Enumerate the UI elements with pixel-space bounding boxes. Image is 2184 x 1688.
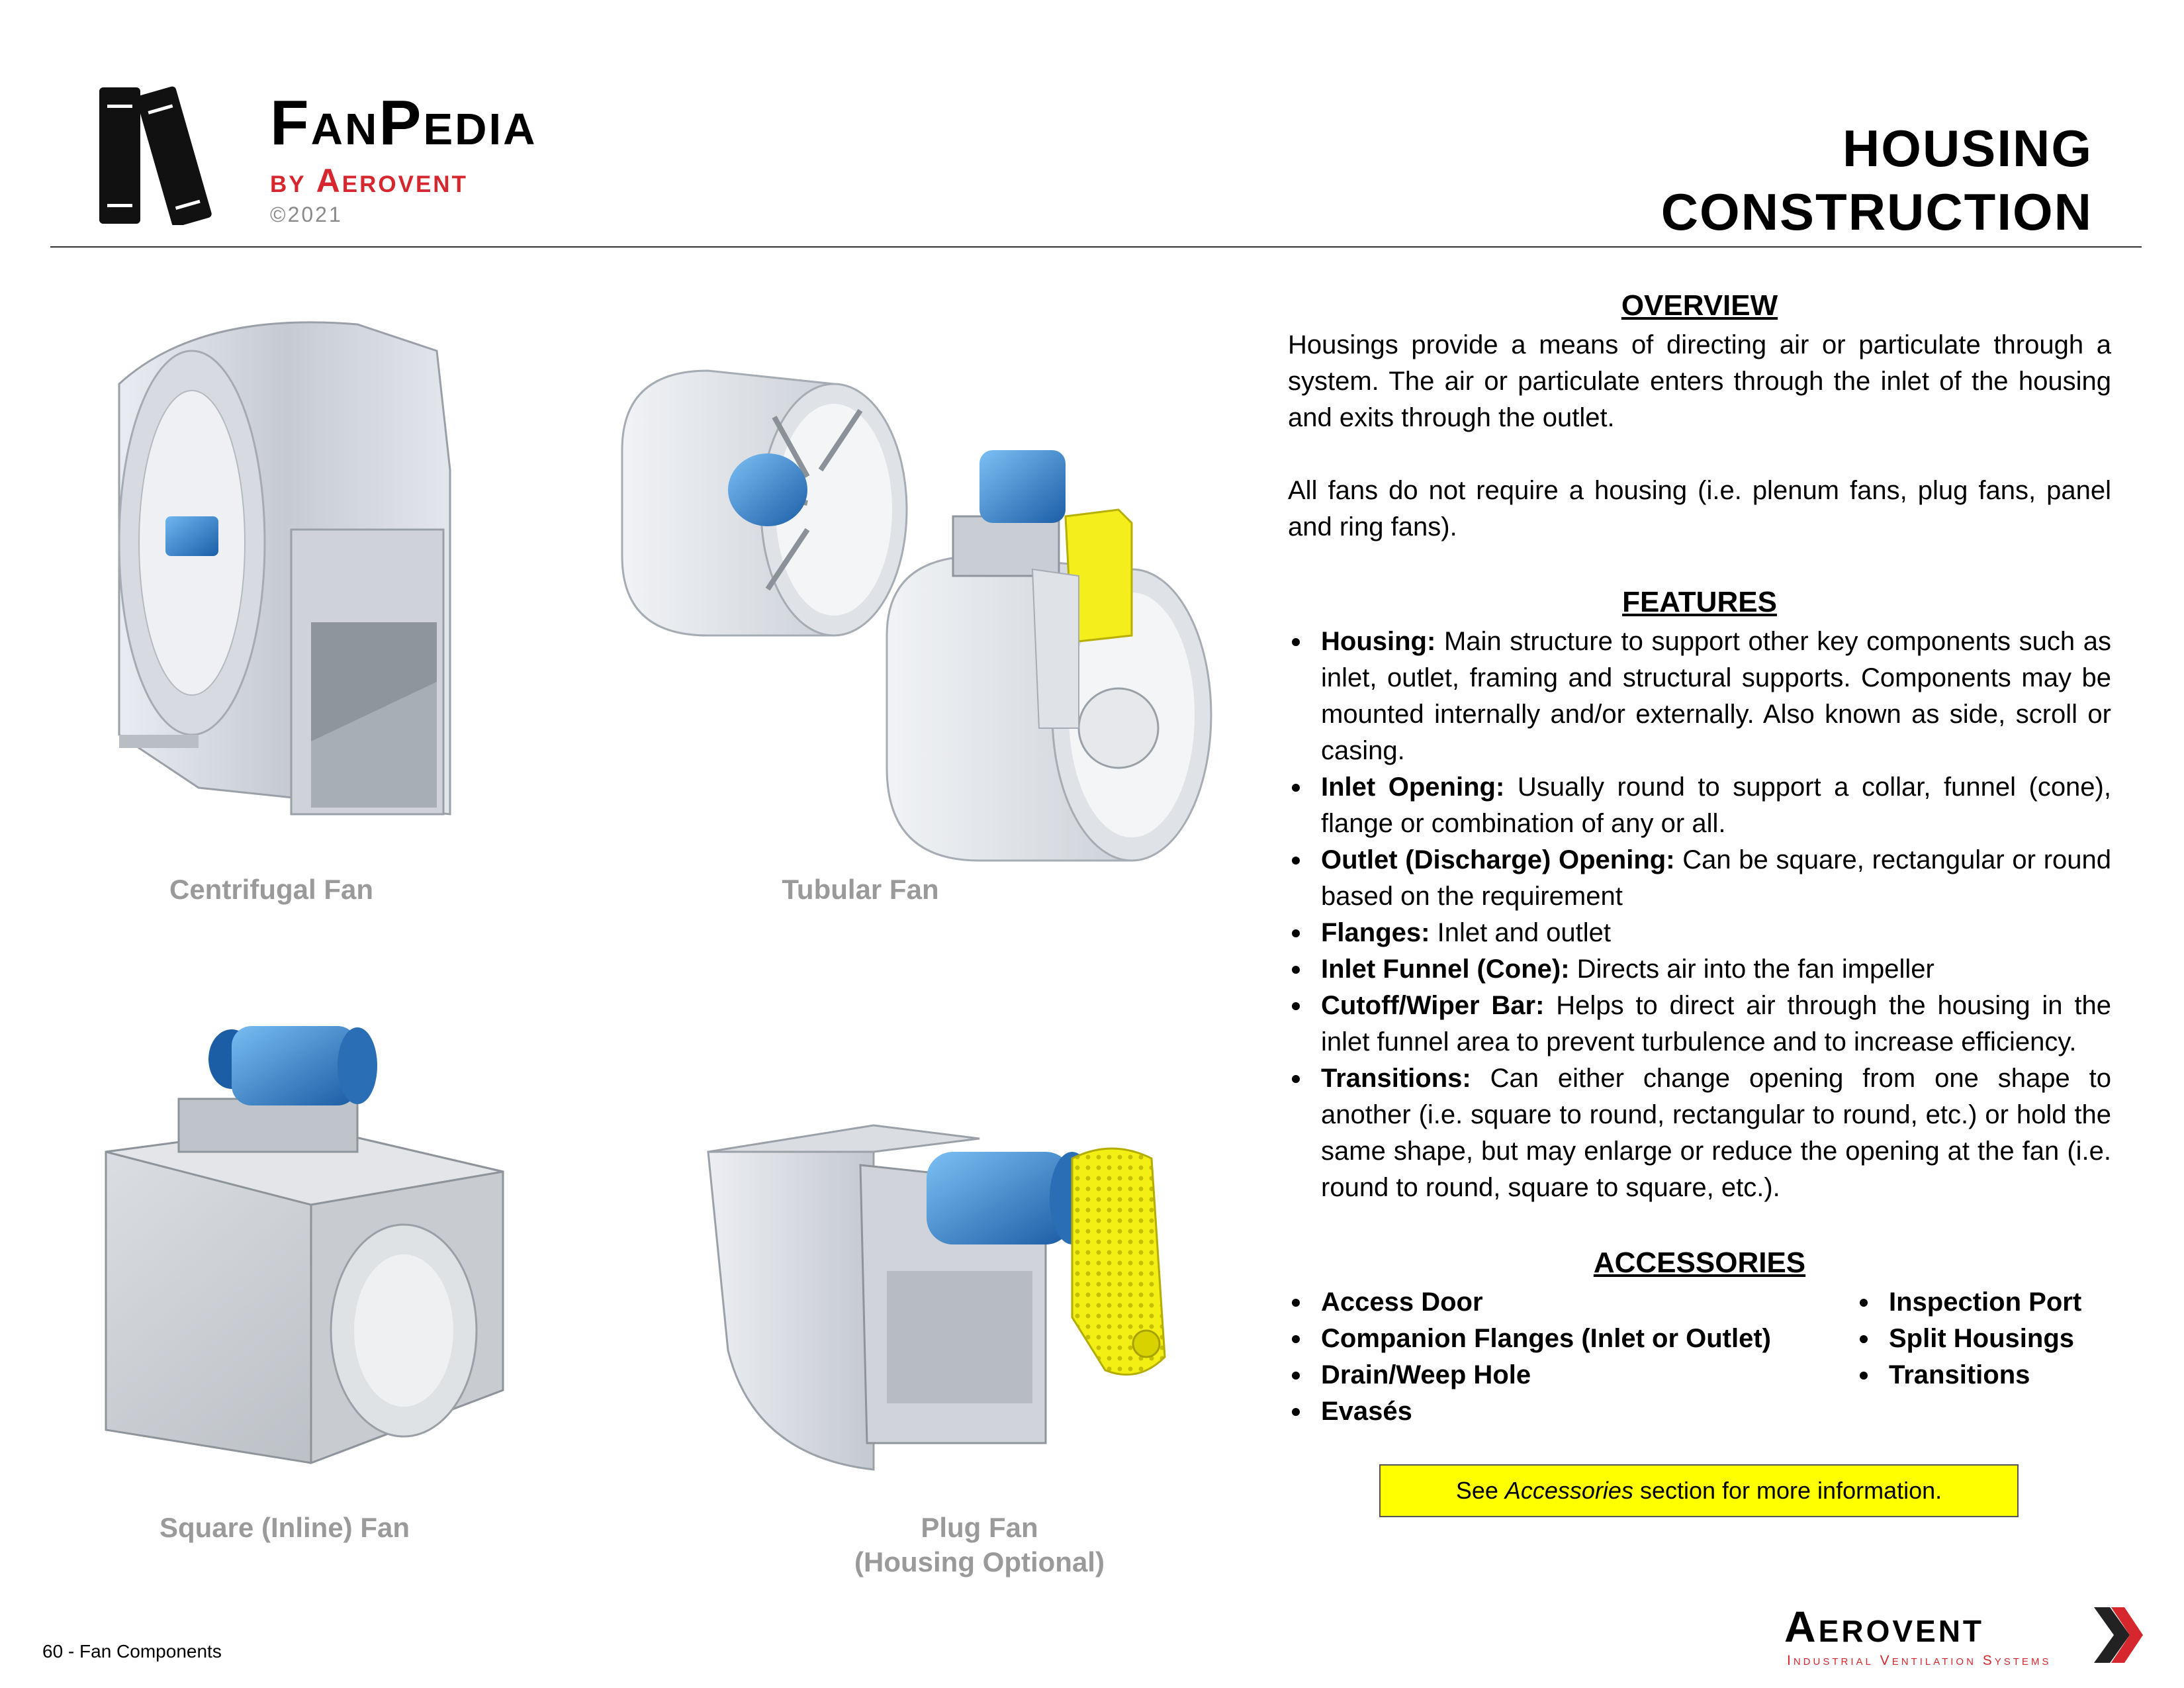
logo-copyright: ©2021 (270, 203, 343, 226)
feature-term: Inlet Funnel (Cone): (1321, 955, 1570, 984)
chevron-logo-icon (2091, 1605, 2144, 1665)
accessories-note (1379, 1464, 2019, 1517)
page-footer-label: 60 - Fan Components (42, 1641, 222, 1662)
accessory-item: Evasés (1288, 1393, 1817, 1430)
accessories-list-left (1288, 1284, 1817, 1430)
feature-item (1288, 769, 2111, 842)
plug-fan-caption (821, 1511, 1138, 1579)
note-text-before: See (1455, 1477, 1505, 1504)
feature-desc: Can either change opening from one shape to another (i.e. square to round, rectangular to round, etc.) or hold the same shape, but may enlarge or reduce the opening at the fan (i.e. round to round, square to square, etc.). (1321, 1064, 2111, 1202)
page-title-line2: CONSTRUCTION (1661, 183, 2093, 241)
feature-desc: Directs air into the fan impeller (1576, 955, 1934, 984)
accessory-item: Split Housings (1856, 1321, 2134, 1357)
feature-desc: Helps to direct air through the housing in the inlet funnel area to prevent turbulence and to increase efficiency. (1321, 991, 2111, 1056)
centrifugal-fan-caption: Centrifugal Fan (169, 874, 373, 905)
accessories-heading: ACCESSORIES (1593, 1246, 1806, 1279)
tubular-fan-image (609, 357, 1218, 887)
note-text-after: section for more information. (1633, 1477, 1942, 1504)
page-title (1563, 117, 2093, 244)
accessories-link[interactable]: Accessories (1504, 1477, 1633, 1504)
accessory-item: Companion Flanges (Inlet or Outlet) (1288, 1321, 1817, 1357)
logo-name: FanPedia (270, 87, 537, 158)
feature-desc: Inlet and outlet (1437, 918, 1612, 947)
accessory-item: Drain/Weep Hole (1288, 1357, 1817, 1393)
features-heading: FEATURES (1622, 586, 1777, 618)
accessory-item: Inspection Port (1856, 1284, 2134, 1321)
aerovent-brand: Aerovent (1784, 1602, 1985, 1651)
feature-term: Transitions: (1321, 1064, 1471, 1093)
plug-fan-caption-line2: (Housing Optional) (854, 1546, 1105, 1577)
feature-item (1288, 1060, 2111, 1206)
accessory-item: Transitions (1856, 1357, 2134, 1393)
feature-term: Flanges: (1321, 918, 1430, 947)
feature-desc: Can be square, rectangular or round based on the requirement (1321, 845, 2111, 911)
overview-paragraph-2: All fans do not require a housing (i.e. plenum fans, plug fans, panel and ring fans). (1288, 476, 2111, 541)
feature-term: Cutoff/Wiper Bar: (1321, 991, 1545, 1020)
page-title-line1: HOUSING (1842, 119, 2093, 177)
overview-paragraph-1: Housings provide a means of directing air or particulate through a system. The air or particulate enters through the inlet of the housing and exits through the outlet. (1288, 330, 2111, 432)
plug-fan-caption-line1: Plug Fan (921, 1512, 1038, 1543)
square-inline-fan-image (93, 1019, 516, 1470)
square-inline-fan-caption: Square (Inline) Fan (159, 1512, 410, 1543)
feature-desc: Usually round to support a collar, funnel (cone), flange or combination of any or all. (1321, 773, 2111, 838)
aerovent-tagline: Industrial Ventilation Systems (1787, 1653, 2052, 1668)
feature-desc: Main structure to support other key components such as inlet, outlet, framing and structural supports. Components may be mounted internally and/or externally. Also known as side, scroll or casing. (1321, 627, 2111, 765)
feature-term: Outlet (Discharge) Opening: (1321, 845, 1675, 874)
accessories-list-right (1856, 1284, 2134, 1393)
feature-item (1288, 624, 2111, 769)
feature-term: Housing: (1321, 627, 1436, 656)
feature-item (1288, 842, 2111, 915)
feature-item (1288, 951, 2111, 988)
feature-item (1288, 988, 2111, 1060)
books-logo-icon (99, 78, 238, 225)
overview-heading: OVERVIEW (1621, 289, 1778, 322)
features-list (1288, 624, 2111, 1206)
logo-byline: by Aerovent (270, 162, 468, 199)
tubular-fan-caption: Tubular Fan (782, 874, 939, 905)
accessory-item: Access Door (1288, 1284, 1817, 1321)
centrifugal-fan-image (93, 311, 503, 847)
header-divider (50, 246, 2142, 248)
plug-fan-image (702, 1099, 1185, 1489)
feature-item (1288, 915, 2111, 951)
feature-term: Inlet Opening: (1321, 773, 1505, 802)
